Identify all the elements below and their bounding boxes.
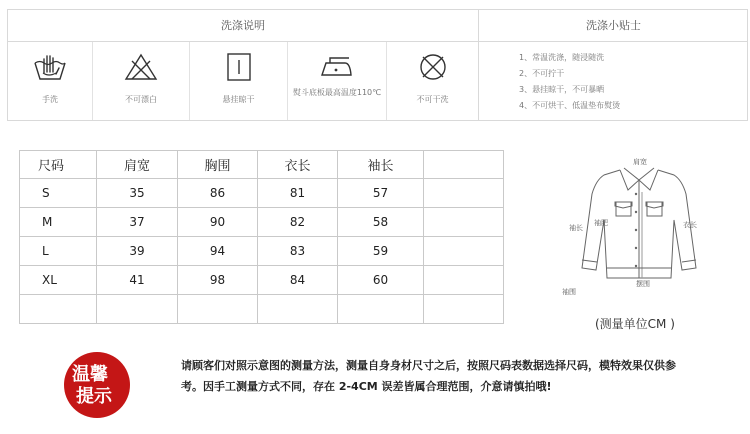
hem-label: 摆围 [636, 280, 650, 288]
care-label: 不可漂白 [125, 95, 157, 104]
badge-text-line2: 提示 [76, 386, 112, 407]
size-cell: 98 [178, 266, 258, 295]
size-cell: S [20, 179, 97, 208]
size-cell [338, 295, 424, 324]
size-cell: 35 [97, 179, 178, 208]
size-cell: 90 [178, 208, 258, 237]
size-header-cell [424, 151, 504, 179]
iron-icon [319, 51, 355, 83]
size-cell: 57 [338, 179, 424, 208]
wash-tips-title: 洗涤小贴士 [478, 10, 748, 41]
size-cell: XL [20, 266, 97, 295]
measurement-notice-text: 请顾客们对照示意图的测量方法，测量自身身材尺寸之后，按照尺码表数据选择尺码，模特效果仅供参考。因手工测量方式不同，存在 2-4CM 误差皆属合理范围，介意请慎拍哦! [181, 359, 676, 393]
wash-tip: 1、常温洗涤，随浸随洗 [519, 53, 605, 62]
size-cell: M [20, 208, 97, 237]
measurement-unit-note: (测量单位CM ) [595, 317, 675, 331]
size-cell: 37 [97, 208, 178, 237]
size-cell [178, 295, 258, 324]
wash-instructions-title: 洗涤说明 [221, 19, 265, 32]
size-cell: 60 [338, 266, 424, 295]
size-cell [424, 266, 504, 295]
size-table-row [20, 266, 504, 295]
care-label: 手洗 [42, 95, 58, 104]
jacket-diagram [552, 150, 727, 295]
shoulder-width-label: 肩宽 [633, 158, 647, 166]
size-cell: 84 [258, 266, 338, 295]
care-hang-dry [189, 42, 287, 120]
badge-text-line1: 温馨 [72, 364, 108, 385]
wash-tips-list [478, 42, 748, 120]
size-header-cell: 袖长 [338, 151, 424, 179]
wash-tip: 4、不可烘干、低温垫布熨烫 [519, 101, 621, 110]
wash-header-row [8, 10, 747, 42]
sleeve-width-label: 袖肥 [594, 219, 608, 227]
size-cell: 83 [258, 237, 338, 266]
care-label: 悬挂晾干 [222, 95, 255, 104]
size-cell: 81 [258, 179, 338, 208]
size-table-row [20, 237, 504, 266]
care-label: 熨斗底板最高温度110℃ [292, 88, 382, 97]
size-table [19, 150, 504, 324]
wash-tip: 2、不可拧干 [519, 69, 565, 78]
size-table-header [20, 151, 504, 179]
wash-instructions-panel [7, 9, 748, 121]
size-cell [424, 208, 504, 237]
care-iron [287, 42, 386, 120]
care-no-dry-clean [386, 42, 478, 120]
care-no-bleach [92, 42, 189, 120]
care-label: 不可干洗 [416, 95, 449, 104]
size-header-cell: 肩宽 [97, 151, 178, 179]
hang-dry-icon [221, 51, 257, 83]
sleeve-length-label: 袖长 [569, 224, 583, 232]
wash-tip: 3、悬挂晾干，不可暴晒 [519, 85, 605, 94]
cuff-label: 袖围 [562, 288, 576, 296]
size-cell [97, 295, 178, 324]
size-table-row [20, 295, 504, 324]
size-cell: 58 [338, 208, 424, 237]
size-cell: 86 [178, 179, 258, 208]
size-cell [424, 237, 504, 266]
size-cell [424, 179, 504, 208]
size-header-cell: 衣长 [258, 151, 338, 179]
hand-wash-icon [32, 51, 68, 83]
warm-reminder-badge [64, 352, 130, 418]
size-header-cell: 胸围 [178, 151, 258, 179]
no-dry-clean-icon [415, 51, 451, 83]
size-header-cell: 尺码 [20, 151, 97, 179]
size-cell [424, 295, 504, 324]
size-cell: 94 [178, 237, 258, 266]
no-bleach-icon [123, 51, 159, 83]
size-cell: 59 [338, 237, 424, 266]
size-cell [258, 295, 338, 324]
size-table-row [20, 208, 504, 237]
size-table-row [20, 179, 504, 208]
size-cell: 82 [258, 208, 338, 237]
size-cell: L [20, 237, 97, 266]
body-length-label: 衣长 [683, 221, 697, 229]
size-cell [20, 295, 97, 324]
size-cell: 41 [97, 266, 178, 295]
size-cell: 39 [97, 237, 178, 266]
care-hand-wash [8, 42, 92, 120]
wash-icons-row [8, 42, 747, 120]
